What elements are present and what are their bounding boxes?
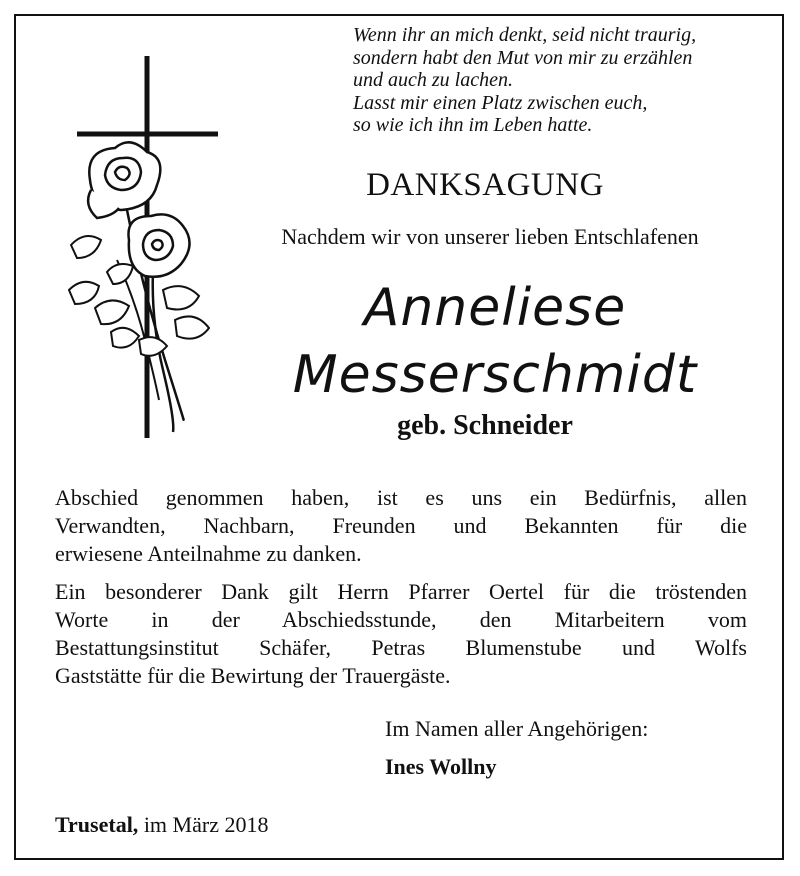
intro-line: Nachdem wir von unserer lieben Entschlafenen xyxy=(281,224,699,249)
poem-line: sondern habt den Mut von mir zu erzählen xyxy=(353,46,693,69)
closing-line: Im Namen aller Angehörigen: xyxy=(385,716,649,741)
deceased-first-name: Anneliese xyxy=(363,278,627,338)
thanks-paragraph-2 xyxy=(55,578,747,690)
poem-line: Wenn ihr an mich denkt, seid nicht traurig, xyxy=(353,24,697,46)
paragraph-line: erwiesene Anteilnahme zu danken. xyxy=(55,541,362,566)
thanks-paragraph-1 xyxy=(55,484,747,568)
paragraph-line: Worte in der Abschiedsstunde, den Mitarbeitern vom xyxy=(55,607,747,632)
notice-heading: DANKSAGUNG xyxy=(366,167,604,203)
place: Trusetal, xyxy=(55,812,139,837)
paragraph-line: Bestattungsinstitut Schäfer, Petras Blumenstube und Wolfs xyxy=(55,635,747,660)
place-date xyxy=(55,812,268,838)
paragraph-line: Abschied genommen haben, ist es uns ein Bedürfnis, allen xyxy=(55,485,747,510)
poem-line: und auch zu lachen. xyxy=(353,69,513,91)
maiden-name: geb. Schneider xyxy=(397,410,573,441)
signer-name: Ines Wollny xyxy=(385,754,497,779)
paragraph-line: Ein besonderer Dank gilt Herrn Pfarrer Oertel für die tröstenden xyxy=(55,579,747,604)
poem-line: Lasst mir einen Platz zwischen euch, xyxy=(353,91,648,114)
paragraph-line: Verwandten, Nachbarn, Freunden und Bekannten für die xyxy=(55,513,747,538)
paragraph-line: Gaststätte für die Bewirtung der Trauergäste. xyxy=(55,663,451,688)
date: im März 2018 xyxy=(143,812,269,837)
poem-line: so wie ich ihn im Leben hatte. xyxy=(353,114,593,136)
deceased-last-name: Messerschmidt xyxy=(292,345,698,405)
memorial-poem xyxy=(353,24,783,137)
